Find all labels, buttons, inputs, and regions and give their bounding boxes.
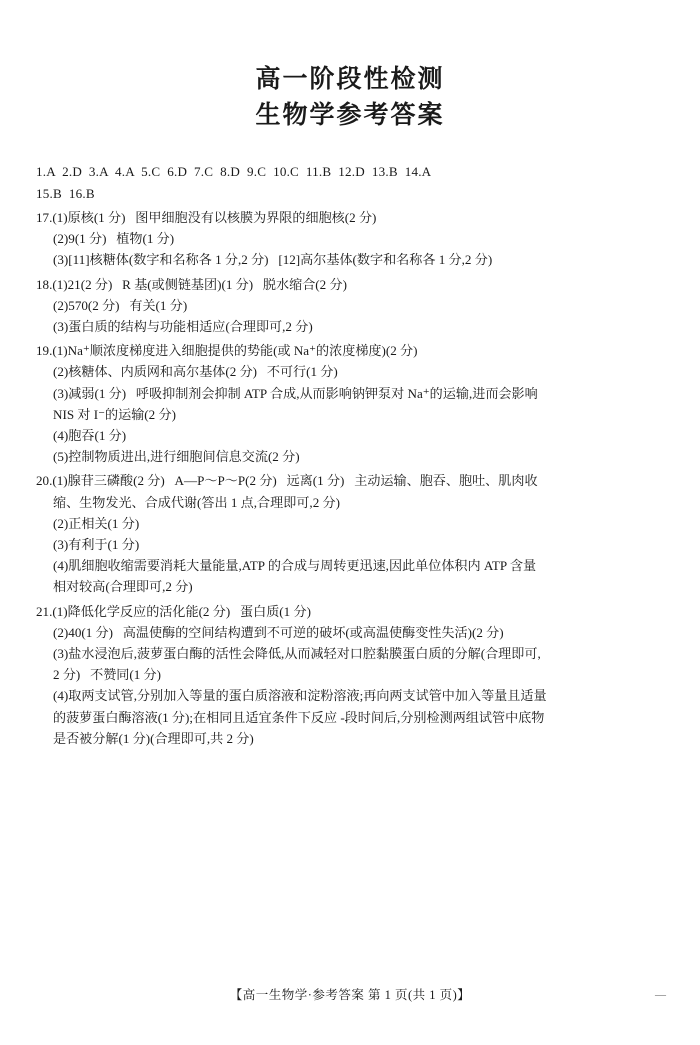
answer-line: (2)570(2 分) 有关(1 分) (53, 297, 188, 313)
answer-sheet-page (0, 62, 700, 1045)
answer-line: 18.(1)21(2 分) R 基(或侧链基团)(1 分) 脱水缩合(2 分) (36, 276, 347, 292)
page-title-secondary: 生物学参考答案 (255, 102, 445, 130)
answer-line: (3)蛋白质的结构与功能相适应(合理即可,2 分) (53, 318, 313, 334)
answer-line: (4)取两支试管,分别加入等量的蛋白质溶液和淀粉溶液;再向两支试管中加入等量且适量 (53, 688, 547, 704)
answer-line: 2 分) 不赞同(1 分) (53, 667, 162, 683)
answer-line: (3)减弱(1 分) 呼吸抑制剂会抑制 ATP 合成,从而影响钠钾泵对 Na⁺的运输,进而会影响 (53, 385, 538, 401)
answer-line: (2)核糖体、内质网和高尔基体(2 分) 不可行(1 分) (53, 364, 338, 380)
answer-line: 缩、生物发光、合成代谢(答出 1 点,合理即可,2 分) (53, 494, 340, 510)
answer-line: 21.(1)降低化学反应的活化能(2 分) 蛋白质(1 分) (36, 603, 311, 619)
answer-line: 是否被分解(1 分)(合理即可,共 2 分) (53, 730, 254, 746)
answer-line: 相对较高(合理即可,2 分) (53, 579, 193, 595)
answer-line: (2)9(1 分) 植物(1 分) (53, 231, 175, 247)
answer-line: NIS 对 I⁻的运输(2 分) (53, 406, 176, 422)
answer-line: (5)控制物质进出,进行细胞间信息交流(2 分) (53, 449, 300, 465)
answer-line: 19.(1)Na⁺顺浓度梯度进入细胞提供的势能(或 Na⁺的浓度梯度)(2 分) (36, 343, 418, 359)
answer-line: (3)有利于(1 分) (53, 536, 140, 552)
objective-answers-row-1: 1.A 2.D 3.A 4.A 5.C 6.D 7.C 8.D 9.C 10.C 11.B 12.D 13.B 14.A (36, 163, 432, 179)
question-block-19 (36, 340, 664, 467)
answers-content (36, 161, 664, 749)
answer-line: (2)正相关(1 分) (53, 515, 140, 531)
page-footer: 【高一生物学·参考答案 第 1 页(共 1 页)】 (229, 988, 471, 1002)
answer-line: 17.(1)原核(1 分) 图甲细胞没有以核膜为界限的细胞核(2 分) (36, 209, 377, 225)
answer-line: (2)40(1 分) 高温使酶的空间结构遭到不可逆的破坏(或高温使酶变性失活)(2 分) (53, 624, 504, 640)
answer-line: 的菠萝蛋白酶溶液(1 分);在相同且适宜条件下反应 -段时间后,分别检测两组试管中底物 (53, 709, 545, 725)
answer-line: (4)胞吞(1 分) (53, 427, 127, 443)
page-title-primary: 高一阶段性检测 (255, 66, 445, 93)
answer-line: (3)[11]核糖体(数字和名称各 1 分,2 分) [12]高尔基体(数字和名称各 1 分,2 分) (53, 252, 493, 268)
question-block-18 (36, 274, 664, 338)
question-block-17 (36, 207, 664, 271)
question-block-20 (36, 470, 664, 597)
answer-line: (4)肌细胞收缩需要消耗大量能量,ATP 的合成与周转更迅速,因此单位体积内 ATP 含量 (53, 558, 537, 574)
answer-line: 20.(1)腺苷三磷酸(2 分) A—P～P～P(2 分) 远离(1 分) 主动运输、胞吞、胞吐、肌肉收 (36, 473, 538, 489)
objective-answers-row-2: 15.B 16.B (36, 185, 95, 201)
answer-line: (3)盐水浸泡后,菠萝蛋白酶的活性会降低,从而减轻对口腔黏膜蛋白质的分解(合理即可, (53, 645, 541, 661)
question-block-21 (36, 601, 664, 749)
document-title-block (0, 62, 700, 135)
footer-mark: — (655, 989, 666, 1001)
